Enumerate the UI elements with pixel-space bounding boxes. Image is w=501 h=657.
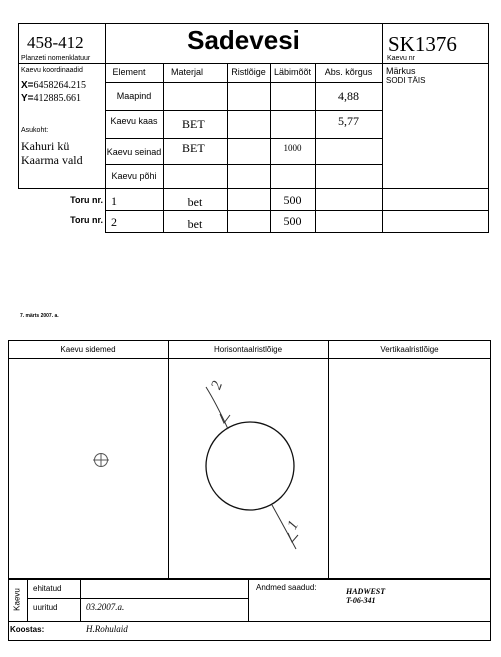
footer-built-label: ehitatud: [33, 584, 62, 593]
coordinate-x: [21, 80, 86, 91]
coordinates-label: Kaevu koordinaadid: [21, 67, 83, 74]
coordinate-y: [21, 93, 81, 104]
header-separator-left: [18, 63, 105, 64]
pipe-row-bottom: [105, 232, 489, 233]
panel-title-horizontal-section: Horisontaalristlõige: [213, 345, 283, 354]
row-height-ground: 4,88: [338, 89, 359, 103]
location-line-2: Kaarma vald: [21, 153, 83, 167]
footer-author-value: H.Rohulaid: [86, 624, 128, 634]
x-prefix: X=: [21, 80, 34, 91]
y-value: 412885.661: [33, 93, 82, 104]
well-number-value: SK1376: [388, 32, 457, 56]
date-note: 7. märts 2007. a.: [20, 313, 59, 319]
nomenclature-value: 458-412: [27, 33, 84, 52]
panel-divider-2: [328, 340, 329, 579]
row-element-bottom: Kaevu põhi: [111, 171, 157, 181]
footer-row-sep: [27, 598, 248, 599]
row-element-cover: Kaevu kaas: [110, 116, 158, 126]
row-sep-3: [105, 164, 382, 165]
location-label: Asukoht:: [21, 127, 49, 134]
column-header-bottom: [105, 82, 382, 83]
footer-kaevu-divider: [27, 579, 28, 621]
page-title: Sadevesi: [187, 25, 300, 55]
column-header-cross-section: Ristlõige: [231, 67, 266, 77]
pipe-2-material: bet: [187, 217, 203, 231]
col-div-2: [227, 63, 228, 232]
row-diameter-walls: 1000: [283, 143, 302, 153]
footer-data-source-line-2: T-06-341: [346, 596, 376, 605]
pipe-2-diameter: 500: [283, 214, 302, 228]
panel-title-vertical-section: Vertikaalristlõige: [380, 345, 439, 354]
notes-label: Märkus: [386, 66, 416, 76]
pipe-1-label: Toru nr.: [70, 195, 103, 205]
row-element-ground: Maapind: [116, 91, 152, 101]
footer-kaevu-label: Kaevu: [12, 588, 22, 611]
row-sep-1: [105, 110, 382, 111]
column-header-element: Element: [112, 67, 146, 77]
footer-measured-label: uuritud: [33, 603, 58, 612]
pipe-2-number: 2: [111, 215, 117, 229]
notes-column-divider: [382, 23, 383, 232]
footer-data-source-label: Andmed saadud:: [256, 583, 317, 592]
horizontal-section-sketch: [168, 359, 328, 579]
location-line-1: Kahuri kü: [21, 139, 70, 153]
pipe-mark-2: 2: [208, 379, 227, 392]
pipe-1-material: bet: [187, 195, 203, 209]
nomenclature-label: Planzeti nomenklatuur: [21, 55, 91, 62]
pipe-mark-1: 1: [284, 518, 303, 533]
footer-data-source-line-1: HADWEST: [346, 587, 386, 596]
pipe-row-sep: [105, 210, 489, 211]
row-material-cover: BET: [182, 117, 205, 131]
notes-value: SODI TÄIS: [386, 76, 426, 85]
column-header-abs-height: Abs. kõrgus: [324, 67, 373, 77]
title-row-bottom: [105, 63, 382, 64]
pipe-2-label: Toru nr.: [70, 215, 103, 225]
well-symbol-icon: [92, 451, 110, 469]
pipe-1-arrowhead-icon: [288, 533, 298, 542]
pipe-1-diameter: 500: [283, 193, 302, 207]
header-separator-right: [382, 63, 489, 64]
pipe-1-number: 1: [111, 194, 117, 208]
y-prefix: Y=: [21, 93, 34, 104]
row-height-cover: 5,77: [338, 114, 359, 128]
column-header-diameter: Läbimõõt: [273, 67, 312, 77]
column-header-material: Materjal: [170, 67, 203, 77]
footer-author-sep: [8, 621, 491, 622]
footer-label-divider: [80, 579, 81, 621]
pipe-right-edge: [488, 189, 489, 232]
footer-mid-divider: [248, 579, 249, 621]
row-sep-2: [105, 138, 382, 139]
footer-author-label: Koostas:: [10, 625, 45, 634]
x-value: 6458264.215: [33, 80, 87, 91]
panel-title-connections: Kaevu sidemed: [60, 345, 116, 354]
well-number-label: Kaevu nr: [387, 55, 416, 62]
row-element-walls: Kaevu seinad: [106, 147, 162, 157]
row-material-walls: BET: [182, 141, 205, 155]
footer-measured-value: 03.2007.a.: [86, 602, 125, 612]
